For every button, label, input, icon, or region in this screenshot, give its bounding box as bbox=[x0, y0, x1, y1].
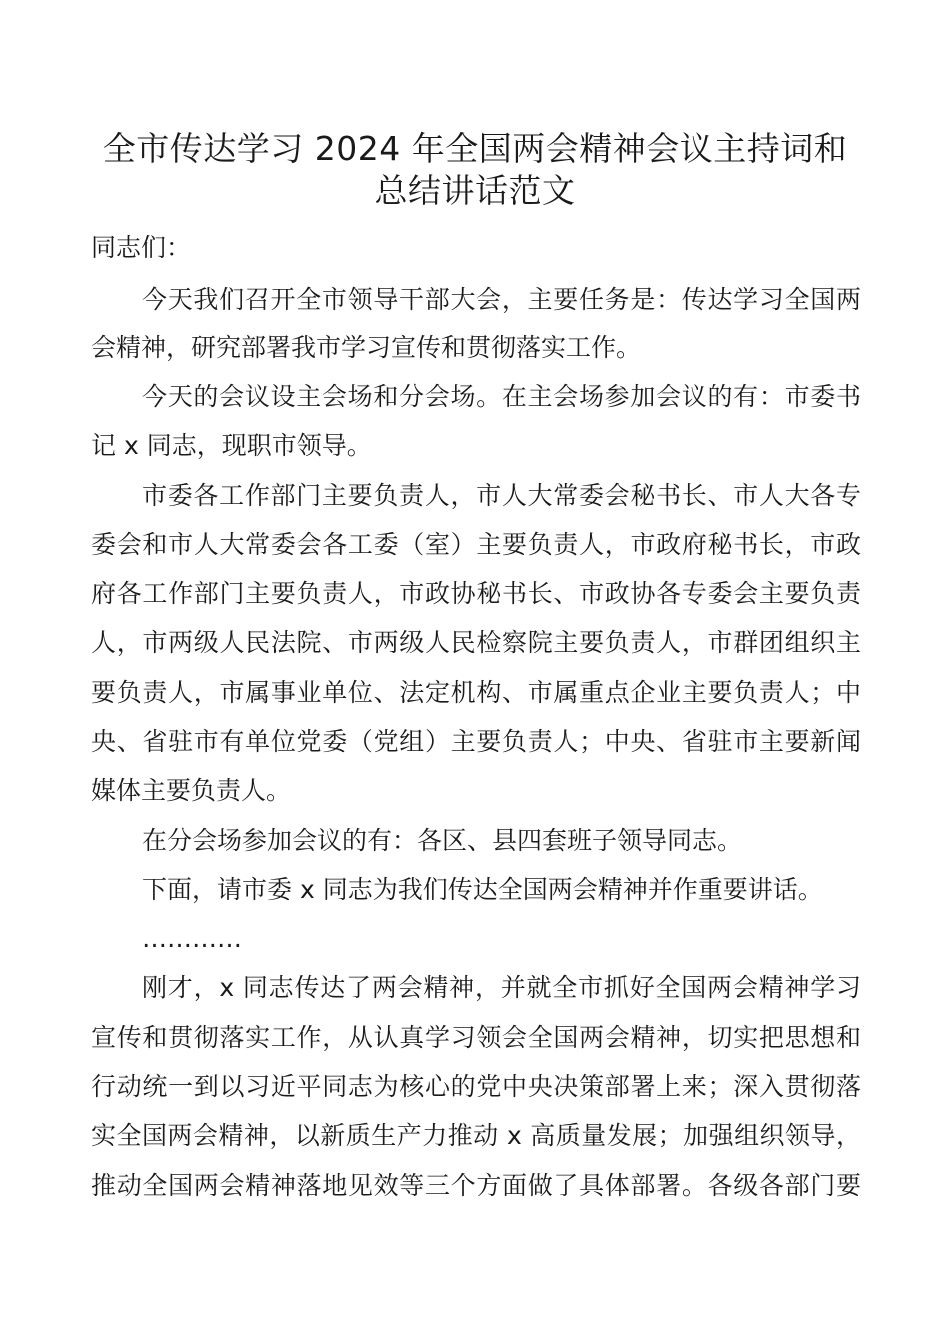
paragraph-line: 记 x 同志，现职市领导。 bbox=[91, 431, 372, 460]
paragraph-line: 媒体主要负责人。 bbox=[91, 776, 292, 805]
paragraph-line: 在分会场参加会议的有：各区、县四套班子领导同志。 bbox=[142, 826, 743, 855]
paragraph-line: 市委各工作部门主要负责人，市人大常委会秘书长、市人大各专 bbox=[142, 481, 861, 510]
paragraph-line: 实全国两会精神，以新质生产力推动 x 高质量发展；加强组织领导， bbox=[91, 1121, 861, 1150]
paragraph-line: 宣传和贯彻落实工作，从认真学习领会全国两会精神，切实把思想和 bbox=[91, 1023, 861, 1052]
salutation: 同志们： bbox=[91, 233, 192, 262]
paragraph-line: 人，市两级人民法院、市两级人民检察院主要负责人，市群团组织主 bbox=[91, 628, 861, 657]
paragraph-line: 委会和市人大常委会各工委（室）主要负责人，市政府秘书长，市政 bbox=[91, 530, 861, 559]
paragraph-line: 行动统一到以习近平同志为核心的党中央决策部署上来；深入贯彻落 bbox=[91, 1072, 861, 1101]
paragraph-line: 府各工作部门主要负责人，市政协秘书长、市政协各专委会主要负责 bbox=[91, 579, 861, 608]
paragraph-line: 要负责人，市属事业单位、法定机构、市属重点企业主要负责人；中 bbox=[91, 678, 861, 707]
paragraph-line: 央、省驻市有单位党委（党组）主要负责人；中央、省驻市主要新闻 bbox=[91, 727, 861, 756]
paragraph-line: 今天我们召开全市领导干部大会，主要任务是：传达学习全国两 bbox=[142, 285, 861, 314]
paragraph-line: 今天的会议设主会场和分会场。在主会场参加会议的有：市委书 bbox=[142, 382, 861, 411]
document-title-line-1: 全市传达学习 2024 年全国两会精神会议主持词和 bbox=[102, 129, 848, 168]
paragraph-line: 刚才，x 同志传达了两会精神，并就全市抓好全国两会精神学习 bbox=[142, 973, 861, 1002]
paragraph-line: 推动全国两会精神落地见效等三个方面做了具体部署。各级各部门要 bbox=[91, 1171, 861, 1200]
paragraph-line: 会精神，研究部署我市学习宣传和贯彻落实工作。 bbox=[91, 333, 642, 362]
ellipsis-line: ………… bbox=[142, 924, 242, 953]
paragraph-line: 下面，请市委 x 同志为我们传达全国两会精神并作重要讲话。 bbox=[142, 875, 823, 904]
document-title-line-2: 总结讲话范文 bbox=[374, 171, 576, 210]
